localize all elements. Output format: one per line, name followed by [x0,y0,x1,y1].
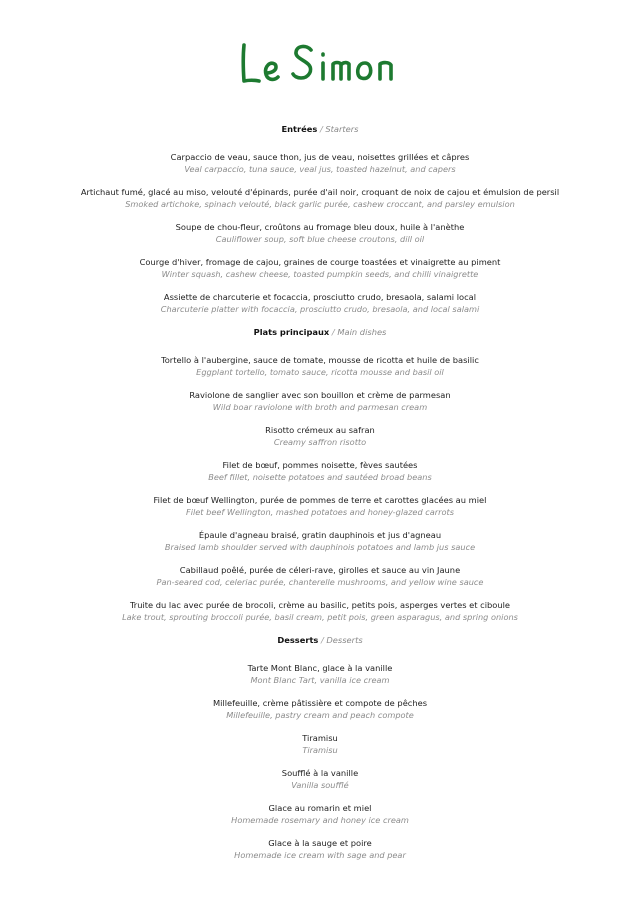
dish-name-en: Lake trout, sprouting broccoli purée, basil cream, petit pois, green asparagus, and spring onions [122,612,518,622]
section-separator: / [320,635,324,645]
menu-item [0,767,640,791]
menu-item [0,529,640,553]
dish-name-fr: Carpaccio de veau, sauce thon, jus de veau, noisettes grillées et câpres [170,152,470,162]
menu-item [0,354,640,378]
dish-name-fr: Tarte Mont Blanc, glace à la vanille [247,663,393,673]
section-heading [0,634,640,647]
dish-name-fr: Filet de bœuf Wellington, purée de pommes de terre et carottes glacées au miel [153,495,487,505]
dish-name-en: Mont Blanc Tart, vanilla ice cream [250,675,390,685]
dish-name-fr: Artichaut fumé, glacé au miso, velouté d'épinards, purée d'ail noir, croquant de noix de cajou et émulsion de persil [80,187,560,197]
section-title-fr: Entrées [281,124,318,134]
section-desserts [0,634,640,861]
dish-name-fr: Glace au romarin et miel [268,803,372,813]
dish-name-en: Filet beef Wellington, mashed potatoes and honey-glazed carrots [186,507,454,517]
section-separator: / [331,327,335,337]
dish-name-fr: Tortello à l'aubergine, sauce de tomate, mousse de ricotta et huile de basilic [161,355,479,365]
dish-name-en: Tiramisu [302,745,338,755]
dish-name-fr: Truite du lac avec purée de brocoli, crème au basilic, petits pois, asperges vertes et ciboule [129,600,511,610]
section-title-en: Main dishes [337,327,387,337]
dish-name-fr: Soupe de chou-fleur, croûtons au fromage bleu doux, huile à l'anèthe [175,222,465,232]
section-title-fr: Desserts [277,635,319,645]
dish-name-en: Cauliflower soup, soft blue cheese croutons, dill oil [215,234,425,244]
section-heading [0,326,640,339]
dish-name-en: Charcuterie platter with focaccia, prosciutto crudo, bresaola, and local salami [160,304,480,314]
dish-name-fr: Glace à la sauge et poire [268,838,372,848]
menu-content [0,123,640,872]
section-heading [0,123,640,136]
dish-name-en: Braised lamb shoulder served with dauphinois potatoes and lamb jus sauce [164,542,476,552]
section-title-en: Starters [325,124,359,134]
dish-name-en: Pan-seared cod, celeriac purée, chanterelle mushrooms, and yellow wine sauce [156,577,484,587]
restaurant-logo [0,38,640,90]
dish-name-fr: Tiramisu [302,733,338,743]
dish-name-en: Wild boar raviolone with broth and parmesan cream [212,402,428,412]
dish-name-en: Veal carpaccio, tuna sauce, veal jus, toasted hazelnut, and capers [184,164,456,174]
section-title-en: Desserts [326,635,363,645]
dish-name-fr: Risotto crémeux au safran [265,425,375,435]
menu-item [0,389,640,413]
dish-name-en: Creamy saffron risotto [273,437,367,447]
dish-name-fr: Assiette de charcuterie et focaccia, prosciutto crudo, bresaola, salami local [163,292,477,302]
menu-item [0,256,640,280]
dish-name-en: Winter squash, cashew cheese, toasted pumpkin seeds, and chilli vinaigrette [161,269,479,279]
dish-name-fr: Cabillaud poêlé, purée de céleri-rave, girolles et sauce au vin Jaune [179,565,461,575]
menu-item [0,221,640,245]
menu-item [0,459,640,483]
dish-name-fr: Courge d'hiver, fromage de cajou, graines de courge toastées et vinaigrette au piment [139,257,501,267]
le-simon-wordmark [235,39,405,89]
section-main-dishes [0,326,640,623]
dish-name-en: Vanilla soufflé [291,780,349,790]
section-starters [0,123,640,315]
menu-item [0,697,640,721]
menu-item [0,424,640,448]
menu-item [0,732,640,756]
menu-item [0,494,640,518]
dish-name-en: Eggplant tortello, tomato sauce, ricotta mousse and basil oil [196,367,444,377]
menu-item [0,802,640,826]
menu-item [0,291,640,315]
menu-item [0,599,640,623]
section-separator: / [319,124,323,134]
menu-item [0,564,640,588]
dish-name-en: Homemade ice cream with sage and pear [234,850,406,860]
dish-name-fr: Épaule d'agneau braisé, gratin dauphinois et jus d'agneau [198,530,442,540]
dish-name-fr: Millefeuille, crème pâtissière et compote de pêches [212,698,428,708]
section-title-fr: Plats principaux [253,327,330,337]
dish-name-en: Beef fillet, noisette potatoes and sautéed broad beans [208,472,432,482]
menu-item [0,151,640,175]
menu-item [0,662,640,686]
dish-name-en: Smoked artichoke, spinach velouté, black garlic purée, cashew croccant, and parsley emulsion [125,199,515,209]
menu-item [0,186,640,210]
dish-name-en: Homemade rosemary and honey ice cream [231,815,409,825]
menu-item [0,837,640,861]
dish-name-en: Millefeuille, pastry cream and peach compote [226,710,414,720]
dish-name-fr: Soufflé à la vanille [281,768,359,778]
dish-name-fr: Raviolone de sanglier avec son bouillon et crème de parmesan [189,390,451,400]
dish-name-fr: Filet de bœuf, pommes noisette, fèves sautées [222,460,418,470]
